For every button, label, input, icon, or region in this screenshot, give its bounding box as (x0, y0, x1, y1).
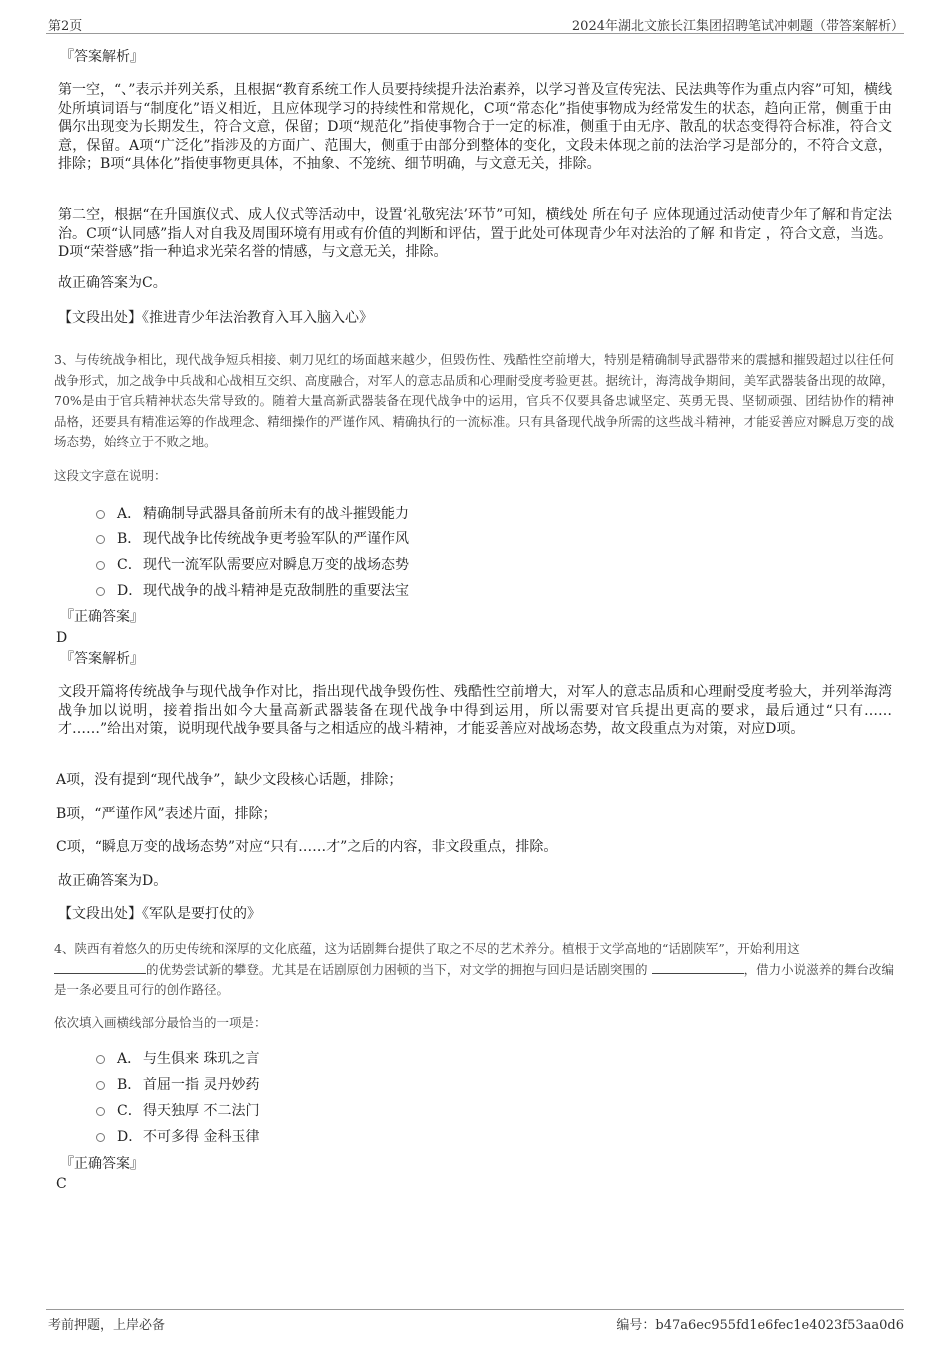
document-id: 编号：b47a6ec955fd1e6fec1e4023f53aa0d6 (616, 1318, 904, 1333)
q3-analysis-paragraph-1: 文段开篇将传统战争与现代战争作对比，指出现代战争毁伤性、残酷性空前增大，对军人的意志品质和心理耐受度考验大，并列举海湾战争加以说明，接着指出如今大量高新武器装备在现代战争中得到运用，所以需要对官兵提出更高的要求，最后通过“只有……才……”给出对策，说明现代战争要具备与之相适应的战斗精神，才能妥善应对战场态势，故文段重点为对策，对应D项。 (58, 684, 892, 737)
radio-icon[interactable] (96, 1133, 105, 1142)
radio-icon[interactable] (96, 535, 105, 544)
q3-analysis-paragraph-2: A项，没有提到“现代战争”，缺少文段核心话题，排除； (56, 772, 403, 788)
q3-answer-label: 『正确答案』 (60, 609, 144, 625)
q4-text-part-3: ，借力小说滋养的舞台改编是一条必要且可行的创作路径。 (54, 961, 894, 997)
q4-answer-label: 『正确答案』 (60, 1156, 144, 1172)
option-letter: A． (117, 506, 142, 522)
q3-option-c[interactable] (96, 553, 409, 575)
radio-icon[interactable] (96, 587, 105, 596)
q3-option-b[interactable] (96, 527, 409, 549)
radio-icon[interactable] (96, 1055, 105, 1064)
q3-source: 【文段出处】《军队是要打仗的》 (58, 906, 261, 922)
q4-text-part-2: 的优势尝试新的攀登。尤其是在话剧原创力困顿的当下，对文学的拥抱与回归是话剧突围的 (146, 961, 648, 977)
footer-slogan: 考前押题，上岸必备 (48, 1318, 166, 1333)
q2-analysis-label: 『答案解析』 (60, 49, 144, 65)
q3-conclusion: 故正确答案为D。 (58, 873, 168, 889)
option-letter: B． (117, 1077, 142, 1093)
q3-analysis-paragraph-3: B项，“严谨作风”表述片面，排除； (56, 806, 277, 822)
option-letter: C． (117, 1103, 142, 1119)
header-divider (46, 33, 904, 34)
option-text: 首屈一指 灵丹妙药 (143, 1077, 260, 1093)
q3-analysis-label: 『答案解析』 (60, 651, 144, 667)
option-text: 现代战争的战斗精神是克敌制胜的重要法宝 (143, 583, 409, 599)
q4-option-c[interactable] (96, 1099, 259, 1121)
option-text: 不可多得 金科玉律 (143, 1129, 260, 1145)
footer-divider (46, 1309, 904, 1310)
q3-option-a[interactable] (96, 502, 409, 524)
option-letter: A． (117, 1051, 142, 1067)
q4-answer: C (56, 1176, 67, 1192)
option-text: 现代一流军队需要应对瞬息万变的战场态势 (143, 557, 409, 573)
radio-icon[interactable] (96, 1107, 105, 1116)
q4-option-b[interactable] (96, 1073, 259, 1095)
option-text: 现代战争比传统战争更考验军队的严谨作风 (143, 531, 409, 547)
q4-stem: 依次填入画横线部分最恰当的一项是： (54, 1015, 267, 1030)
q3-question-text: 3、与传统战争相比，现代战争短兵相接、刺刀见红的场面越来越少，但毁伤性、残酷性空前增大，特别是精确制导武器带来的震撼和摧毁超过以往任何战争形式，加之战争中兵战和心战相互交织、高度融合，对军人的意志品质和心理耐受度考验更甚。据统计，海湾战争期间，美军武器装备出现的故障，70%是由于官兵精神状态失常导致的。随着大量高新武器装备在现代战争中的运用，官兵不仅要具备忠诚坚定、英勇无畏、坚韧顽强、团结协作的精神品格，还要具有精准运筹的作战理念、精细操作的严谨作风、精确执行的一流标准。只有具备现代战争所需的这些战斗精神，才能妥善应对瞬息万变的战场态势，始终立于不败之地。 (54, 352, 894, 449)
q3-option-d[interactable] (96, 579, 409, 601)
page-number: 第2页 (48, 19, 83, 34)
option-text: 与生俱来 珠玑之言 (143, 1051, 260, 1067)
document-title: 2024年湖北文旅长江集团招聘笔试冲刺题（带答案解析） (571, 19, 904, 34)
radio-icon[interactable] (96, 510, 105, 519)
option-letter: D． (117, 1129, 143, 1145)
option-letter: C． (117, 557, 142, 573)
option-letter: B． (117, 531, 142, 547)
q4-text-part-1: 4、陕西有着悠久的历史传统和深厚的文化底蕴，这为话剧舞台提供了取之不尽的艺术养分。植根于文学高地的“话剧陕军”，开始利用这 (54, 941, 800, 956)
fill-blank (54, 961, 146, 974)
q4-option-a[interactable] (96, 1047, 259, 1069)
q2-conclusion: 故正确答案为C。 (58, 275, 167, 291)
option-text: 精确制导武器具备前所未有的战斗摧毁能力 (143, 506, 409, 522)
q2-source: 【文段出处】《推进青少年法治教育入耳入脑入心》 (58, 310, 373, 326)
option-letter: D． (117, 583, 143, 599)
radio-icon[interactable] (96, 561, 105, 570)
q2-analysis-paragraph-2: 第二空，根据“在升国旗仪式、成人仪式等活动中，设置‘礼敬宪法’环节”可知，横线处 所在句子 应体现通过活动使青少年了解和肯定法治。C项“认同感”指人对自我及周围环境有用或有价值的判断和评估，置于此处可体现青少年对法治的了解 和肯定 ，符合文意，当选。D项“荣誉感”指一种追求光荣名誉的情感，与文意无关，排除。 (58, 207, 892, 260)
q3-analysis-paragraph-4: C项，“瞬息万变的战场态势”对应“只有……才”之后的内容，非文段重点，排除。 (56, 839, 558, 855)
radio-icon[interactable] (96, 1081, 105, 1090)
q4-option-d[interactable] (96, 1125, 259, 1147)
q4-question-text (54, 939, 894, 1001)
fill-blank (652, 961, 744, 974)
q3-stem: 这段文字意在说明： (54, 468, 167, 483)
q2-analysis-paragraph-1: 第一空，“、”表示并列关系，且根据“教育系统工作人员要持续提升法治素养，以学习普及宣传宪法、民法典等作为重点内容”可知，横线处所填词语与“制度化”语义相近，且应体现学习的持续性和常规化，C项“常态化”指使事物成为经常发生的状态，趋向正常，侧重于由偶尔出现变为长期发生，符合文意，保留；D项“规范化”指使事物合于一定的标准，侧重于由无序、散乱的状态变得符合标准，符合文意，保留。A项“广泛化”指涉及的方面广、范围大，侧重于由部分到整体的变化，文段未体现之前的法治学习是部分的，不符合文意，排除；B项“具体化”指使事物更具体，不抽象、不笼统、细节明确，与文意无关，排除。 (58, 82, 892, 172)
q3-answer: D (56, 630, 68, 646)
option-text: 得天独厚 不二法门 (143, 1103, 260, 1119)
